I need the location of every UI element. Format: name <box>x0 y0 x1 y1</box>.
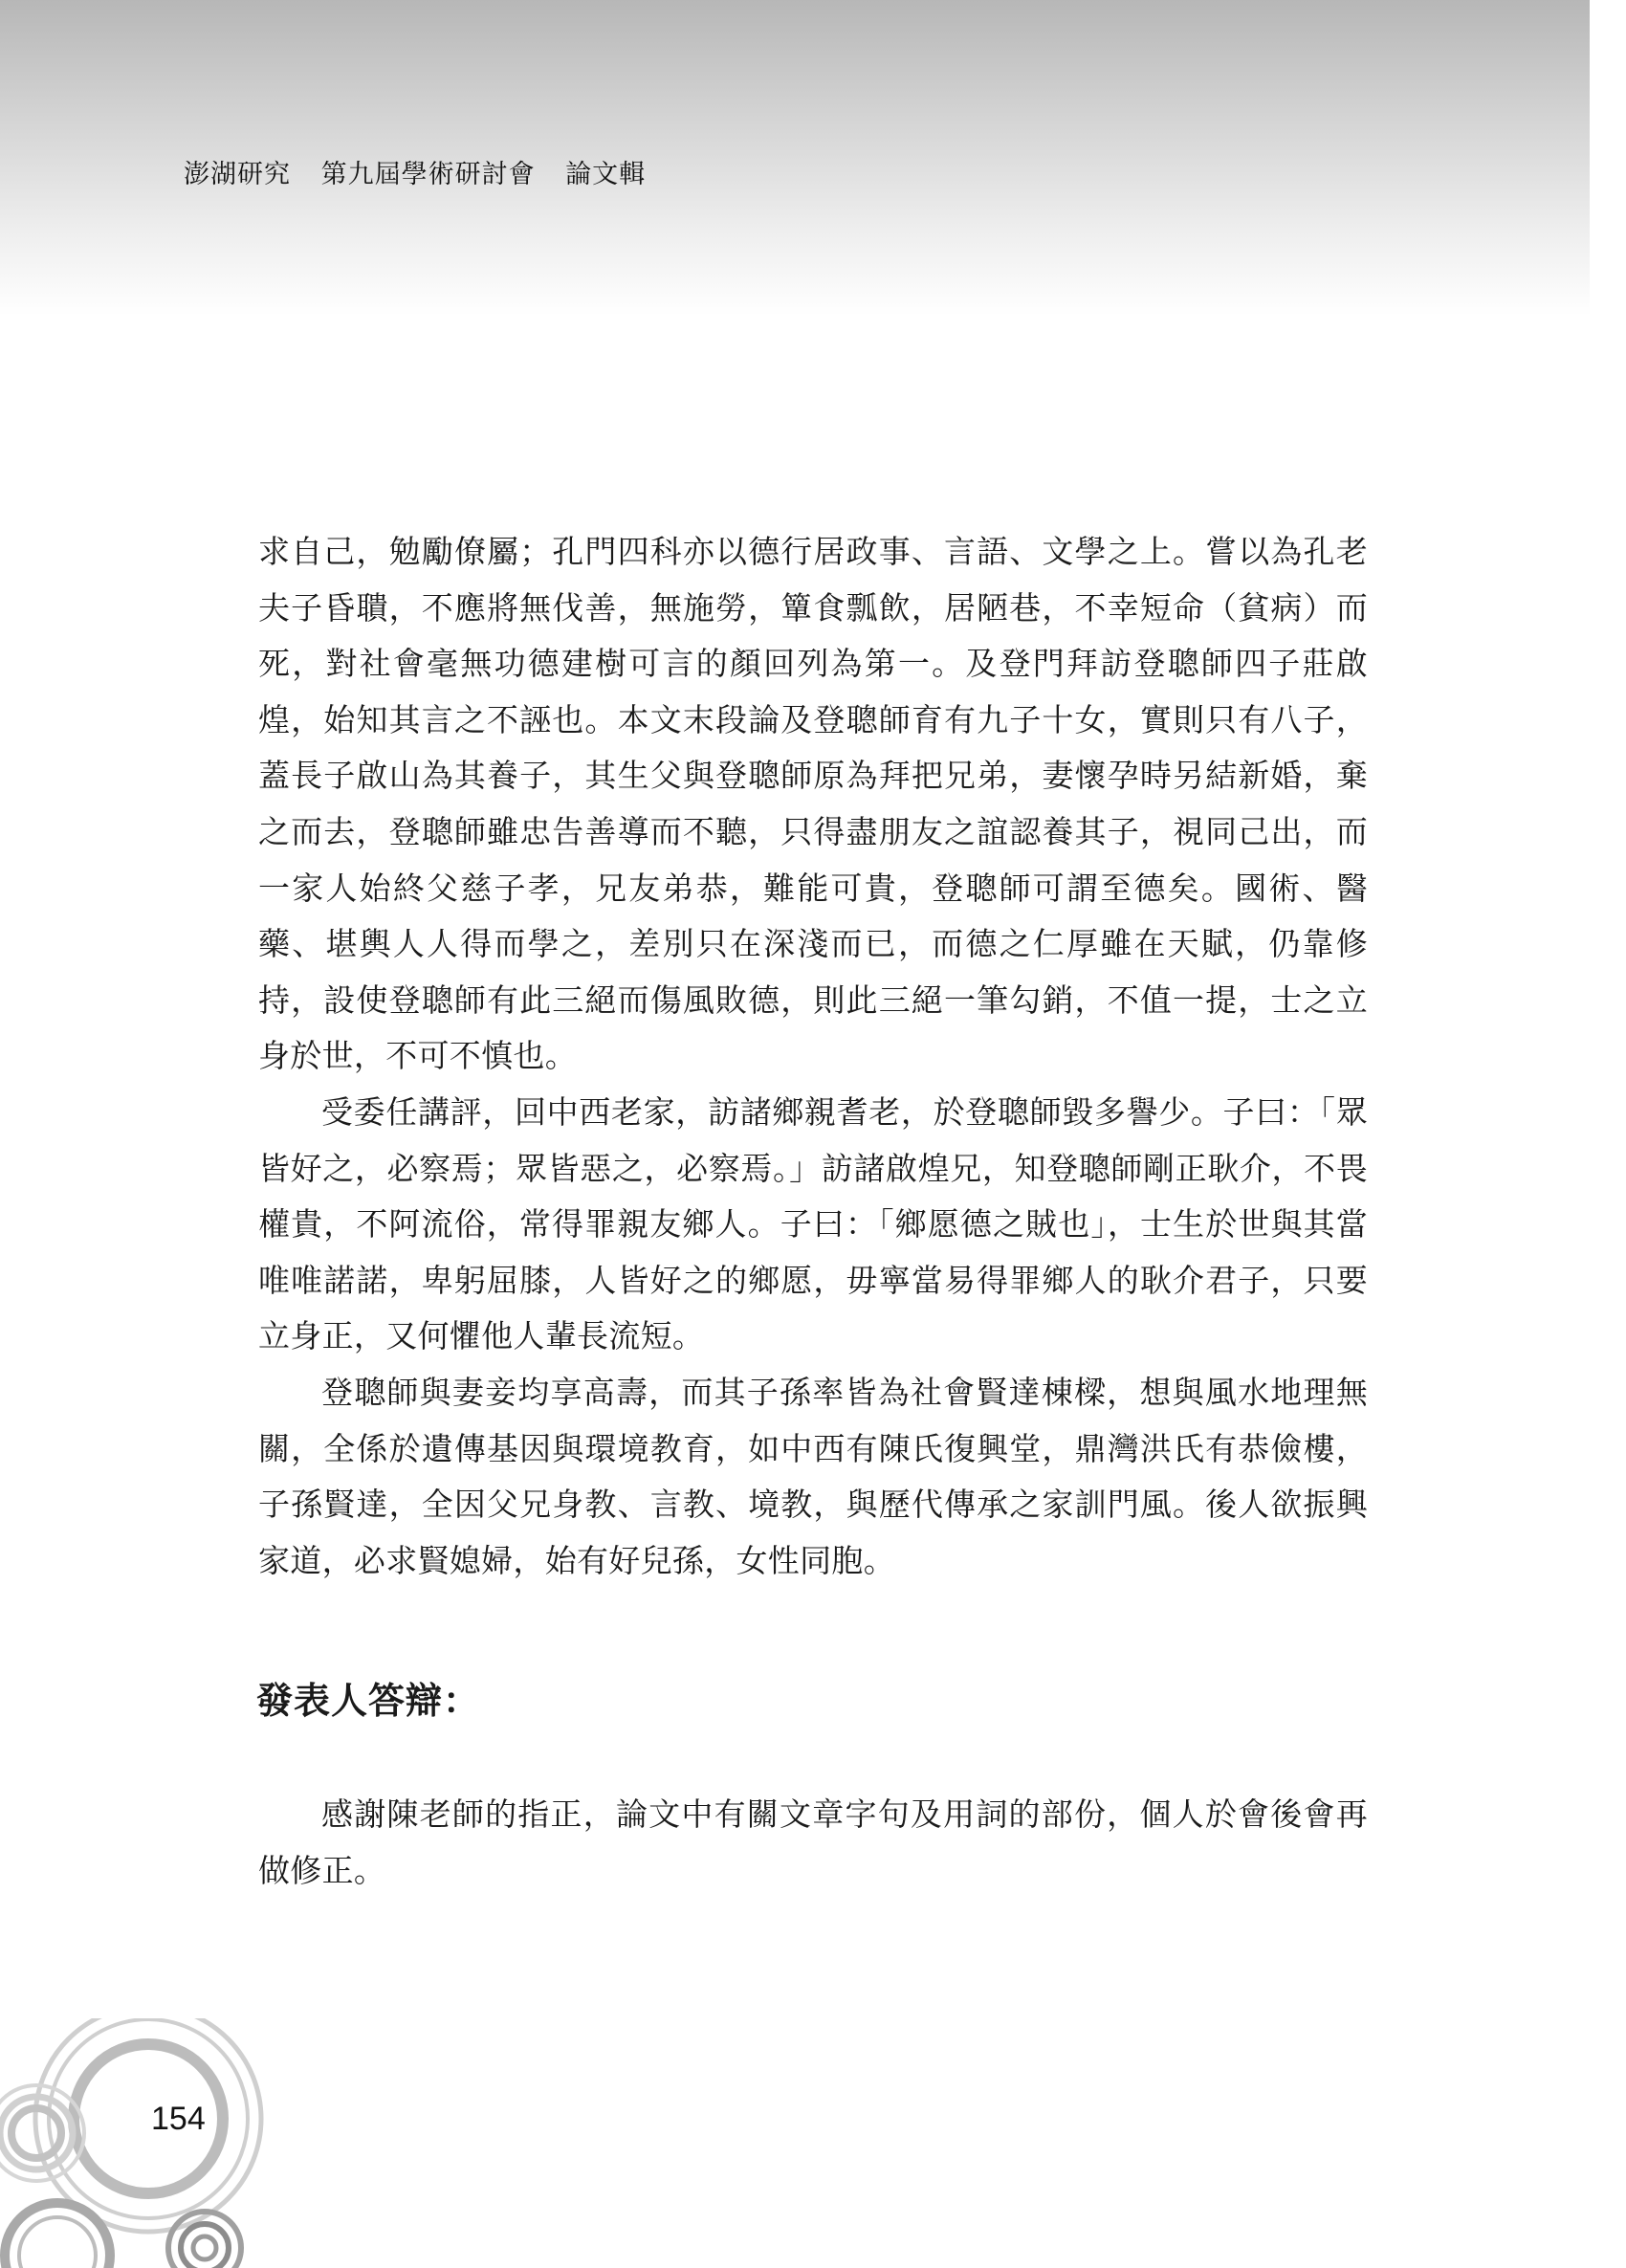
journal-title: 澎湖研究 <box>184 160 291 189</box>
reply-paragraph: 感謝陳老師的指正，論文中有關文章字句及用詞的部份，個人於會後會再做修正。 <box>258 1795 1368 1889</box>
page-number: 154 <box>151 2101 206 2137</box>
collection-title: 論文輯 <box>565 160 647 189</box>
review-body <box>258 524 1368 1589</box>
body-paragraph-2: 受委任講評，回中西老家，訪諸鄉親耆老，於登聰師毀多譽少。子曰：「眾皆好之，必察焉；眾皆惡之，必察焉。」訪諸啟煌兄，知登聰師剛正耿介，不畏權貴，不阿流俗，常得罪親友鄉人。子曰：「鄉愿德之賊也」，士生於世與其當唯唯諾諾，卑躬屈膝，人皆好之的鄉愿，毋寧當易得罪鄉人的耿介君子，只要立身正，又何懼他人輩長流短。 <box>258 1092 1368 1355</box>
conference-title: 第九屆學術研討會 <box>320 160 536 189</box>
ring-bottom-left-inner <box>19 2217 96 2268</box>
running-header <box>184 153 667 190</box>
body-paragraph-3: 登聰師與妻妾均享高壽，而其子孫率皆為社會賢達棟樑，想與風水地理無關，全係於遺傳基因與環境教育，如中西有陳氏復興堂，鼎灣洪氏有恭儉樓，子孫賢達，全因父兄身教、言教、境教，與歷代傳承之家訓門風。後人欲振興家道，必求賢媳婦，始有好兒孫，女性同胞。 <box>258 1373 1368 1579</box>
reply-body <box>258 1787 1368 1899</box>
decorative-circles <box>0 2018 287 2268</box>
ring-bottom-right-inner <box>193 2236 216 2259</box>
body-paragraph-1: 求自己，勉勵僚屬；孔門四科亦以德行居政事、言語、文學之上。嘗以為孔老夫子昏聵，不應將無伐善，無施勞，簞食瓢飲，居陋巷，不幸短命（貧病）而死，對社會毫無功德建樹可言的顏回列為第一。及登門拜訪登聰師四子莊啟煌，始知其言之不誣也。本文末段論及登聰師育有九子十女，實則只有八子，蓋長子啟山為其養子，其生父與登聰師原為拜把兄弟，妻懷孕時另結新婚，棄之而去，登聰師雖忠告善導而不聽，只得盡朋友之誼認養其子，視同己出，而一家人始終父慈子孝，兄友弟恭，難能可貴，登聰師可謂至德矣。國術、醫藥、堪輿人人得而學之，差別只在深淺而已，而德之仁厚雖在天賦，仍靠修持，設使登聰師有此三絕而傷風敗德，則此三絕一筆勾銷，不值一提，士之立身於世，不可不慎也。 <box>258 533 1368 1075</box>
reply-heading: 發表人答辯： <box>256 1680 481 1722</box>
